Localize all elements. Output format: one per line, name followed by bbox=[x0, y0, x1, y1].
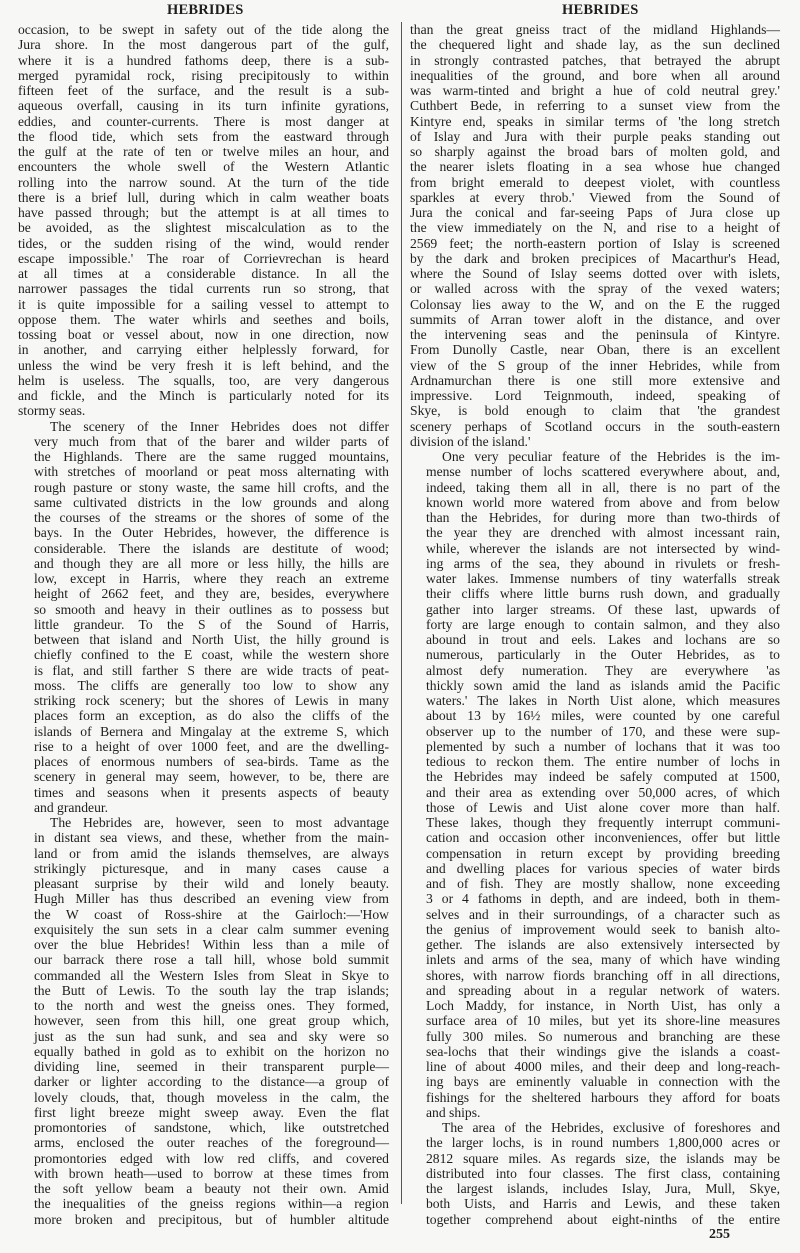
text-line: division of the island.' bbox=[410, 433, 531, 449]
text-line: both Uists, and Harris and Lewis, and these taken bbox=[426, 1196, 780, 1212]
text-line: plemented by such a number of lochans that it was too bbox=[426, 738, 780, 754]
text-line: oppose them. The water whirls and seethes and boils, bbox=[18, 311, 389, 327]
text-line: gether. The islands are also extensively intersected by bbox=[426, 937, 780, 952]
text-line: dividing line, seemed in their transparent purple— bbox=[34, 1059, 389, 1074]
text-line: the view immediately on the N, and rise to a height of bbox=[410, 220, 780, 236]
text-line: The area of the Hebrides, exclusive of foreshores and bbox=[442, 1120, 780, 1135]
paragraph bbox=[18, 815, 389, 1227]
text-line: darker or lighter according to the distance—a group of bbox=[34, 1074, 389, 1090]
text-line: in another, and carrying either helplessly forward, for bbox=[18, 342, 389, 358]
text-line: the chequered light and shade lay, as the sun declined bbox=[410, 37, 780, 53]
text-line: striking rock scenery; but the shores of Lewis in many bbox=[34, 693, 389, 708]
text-line: while, wherever the islands are not intersected by wind- bbox=[426, 540, 780, 556]
text-line: the courses of the streams or the shores of some of the bbox=[34, 510, 389, 525]
text-line: the largest islands, includes Islay, Jura, Mull, Skye, bbox=[426, 1181, 780, 1196]
left-column bbox=[18, 22, 389, 1227]
column-divider bbox=[401, 22, 402, 1204]
text-line: forty are large enough to contain salmon, and they also bbox=[426, 616, 780, 632]
text-line: merged pyramidal rock, rising precipitously to within bbox=[18, 67, 389, 83]
text-line: lovely clouds, that, though moveless in the calm, the bbox=[34, 1089, 389, 1105]
text-line: height of 2662 feet, and they are, besides, everywhere bbox=[34, 586, 389, 602]
text-line: impressive. Lord Teignmouth, indeed, speaking of bbox=[410, 388, 780, 403]
running-header-right: HEBRIDES bbox=[562, 2, 639, 18]
text-line: and grandeur. bbox=[34, 799, 109, 815]
text-line: surface area of 10 miles, but yet its shore-line measures bbox=[426, 1013, 780, 1029]
text-line: the Hebrides may indeed be safely computed at 1500, bbox=[426, 769, 780, 785]
text-line: unless the wind be very fresh it is left behind, and the bbox=[18, 357, 389, 373]
text-line: from bright emerald to deepest violet, with countless bbox=[410, 174, 780, 190]
text-line: the Butt of Lewis. To the south lay the trap islands; bbox=[34, 982, 389, 998]
text-line: numerous, particularly in the Outer Hebrides, as to bbox=[426, 647, 780, 663]
text-line: Jura shore. In the most dangerous part of the gulf, bbox=[18, 37, 389, 53]
paragraph bbox=[410, 22, 780, 449]
text-line: at all times at a considerable distance. In all the bbox=[18, 266, 389, 281]
text-line: sparkles at every throb.' Viewed from the Sound of bbox=[410, 189, 780, 205]
text-line: or walled across with the spray of the vexed waters; bbox=[410, 281, 780, 297]
text-line: together comprehend about eight-ninths of the entire bbox=[426, 1211, 780, 1227]
text-line: known world more watered from above and from below bbox=[426, 494, 780, 510]
text-line: in distant sea views, and these, whether from the main- bbox=[34, 830, 389, 846]
text-line: water lakes. Immense numbers of tiny waterfalls streak bbox=[426, 571, 780, 586]
text-line: abound in trout and eels. Lakes and lochans are so bbox=[426, 632, 780, 647]
text-line: with brown heath—used to borrow at these times from bbox=[34, 1165, 389, 1181]
text-line: the Highlands. There are the same rugged mountains, bbox=[34, 449, 389, 464]
text-line: by the dark and broken precipices of Macarthur's Head, bbox=[410, 250, 780, 266]
text-line: land or from amid the islands themselves, are always bbox=[34, 845, 389, 861]
text-line: These lakes, though they frequently interrupt communi- bbox=[426, 815, 780, 830]
paragraph bbox=[410, 1120, 780, 1227]
text-line: where the Sound of Islay seems dotted over with islets, bbox=[410, 266, 780, 281]
text-line: and of fish. They are mostly shallow, none exceeding bbox=[426, 876, 780, 891]
text-line: our barrack there rose a tall hill, whose bold summit bbox=[34, 952, 389, 968]
text-line: occasion, to be swept in safety out of the tide along the bbox=[18, 22, 389, 37]
text-line: the soft yellow beam a beauty not their own. Amid bbox=[34, 1181, 389, 1196]
text-line: places form an exception, as do also the cliffs of the bbox=[34, 708, 389, 724]
text-line: tides, or the sudden rising of the wind, would render bbox=[18, 235, 389, 251]
text-line: and their area as extending over 50,000 acres, of which bbox=[426, 784, 780, 800]
paragraph bbox=[18, 419, 389, 816]
text-line: between that island and North Uist, the hilly ground is bbox=[34, 632, 389, 647]
text-line: promontories edged with low red cliffs, and covered bbox=[34, 1150, 389, 1166]
right-column bbox=[410, 22, 780, 1227]
text-line: and spreading about in a regular network of waters. bbox=[426, 982, 780, 998]
text-line: and fickle, and the Minch is particularly noted for its bbox=[18, 388, 389, 403]
text-line: islands of Bernera and Mingalay at the extreme S, which bbox=[34, 723, 389, 739]
text-line: 2569 feet; the north-eastern portion of Islay is screened bbox=[410, 235, 780, 251]
text-line: very much from that of the barer and wilder parts of bbox=[34, 433, 389, 449]
text-line: view of the S group of the inner Hebrides, while from bbox=[410, 357, 780, 373]
text-line: narrower passages the tidal currents run so strong, that bbox=[18, 281, 389, 297]
text-line: than the great gneiss tract of the midland Highlands— bbox=[410, 22, 780, 37]
text-line: Skye, is bold enough to claim that 'the grandest bbox=[410, 403, 780, 419]
text-line: their cliffs where little burns rush down, and gradually bbox=[426, 586, 780, 602]
text-line: just as the sun had sunk, and sea and sky were so bbox=[34, 1028, 389, 1044]
text-line: escape impossible.' The roar of Corrievrechan is heard bbox=[18, 250, 389, 266]
text-line: times and seasons when it presents aspects of beauty bbox=[34, 784, 389, 800]
text-line: the flood tide, which sets from the eastward through bbox=[18, 128, 389, 144]
text-line: fishings for the sheltered harbours they afford for boats bbox=[426, 1089, 780, 1105]
paragraph bbox=[410, 449, 780, 1120]
text-line: summits of Arran tower aloft in the distance, and over bbox=[410, 311, 780, 327]
text-line: little grandeur. To the S of the Sound of Harris, bbox=[34, 616, 389, 632]
page-number: 255 bbox=[709, 1227, 730, 1242]
text-line: fifteen feet of the surface, and the result is a sub- bbox=[18, 83, 389, 98]
text-line: bays. In the Outer Hebrides, however, the difference is bbox=[34, 525, 389, 541]
text-line: Loch Maddy, for instance, in North Uist, has only a bbox=[426, 998, 780, 1013]
text-line: 2812 square miles. As regards size, the islands may be bbox=[426, 1150, 780, 1166]
text-line: rough pasture or stony waste, the same hill crofts, and the bbox=[34, 479, 389, 495]
text-line: ing bays are eminently valuable in connection with the bbox=[426, 1074, 780, 1090]
text-line: mense number of lochs scattered everywhere about, and, bbox=[426, 464, 780, 480]
text-line: more broken and precipitous, but of humbler altitude bbox=[34, 1211, 389, 1227]
text-line: fully 300 miles. So numerous and branching are these bbox=[426, 1028, 780, 1044]
text-line: is flat, and still farther S there are wide tracts of peat- bbox=[34, 662, 389, 678]
text-line: commanded all the Western Isles from Sleat in Skye to bbox=[34, 967, 389, 983]
text-line: over the blue Hebrides! Within less than a mile of bbox=[34, 937, 389, 952]
text-line: considerable. There the islands are destitute of wood; bbox=[34, 540, 389, 556]
text-line: compensation in return except by providing breeding bbox=[426, 845, 780, 861]
text-line: pleasant surprise by their wild and lonely beauty. bbox=[34, 876, 389, 891]
text-line: Cuthbert Bede, in referring to a sunset view from the bbox=[410, 98, 780, 114]
text-line: indeed, taking them all in all, there is no part of the bbox=[426, 479, 780, 495]
text-line: and dwelling places for various species of water birds bbox=[426, 860, 780, 876]
text-line: was warm-tinted and bright a hue of cold neutral grey.' bbox=[410, 83, 780, 98]
text-line: those of Lewis and Uist alone cover more than half. bbox=[426, 799, 780, 815]
text-line: scenery in general may seem, however, to be, there are bbox=[34, 769, 389, 785]
text-line: it is quite impossible for a sailing vessel to attempt to bbox=[18, 296, 389, 312]
text-line: arms, enclosed the outer reaches of the foreground— bbox=[34, 1135, 389, 1151]
text-line: Colonsay lies away to the W, and on the E the rugged bbox=[410, 296, 780, 312]
text-line: waters.' The lakes in North Uist alone, which measures bbox=[426, 693, 780, 708]
text-line: there is a brief lull, during which in calm weather boats bbox=[18, 189, 389, 205]
text-line: almost defy numeration. They are everywhere 'as bbox=[426, 662, 780, 678]
text-line: selves and in their surroundings, of a character such as bbox=[426, 906, 780, 922]
text-line: equally bathed in gold as to exhibit on the horizon no bbox=[34, 1043, 389, 1059]
text-line: eddies, and counter-currents. There is most danger at bbox=[18, 113, 389, 129]
paragraph bbox=[18, 22, 389, 419]
text-line: Jura the conical and far-seeing Paps of Jura close up bbox=[410, 205, 780, 220]
text-line: One very peculiar feature of the Hebrides is the im- bbox=[442, 449, 780, 464]
text-line: however, seen from this hill, one great group which, bbox=[34, 1013, 389, 1029]
text-line: cation and occasion other inconveniences, offer but little bbox=[426, 830, 780, 846]
text-line: promontories of sandstone, which, like outstretched bbox=[34, 1120, 389, 1135]
text-line: rolling into the narrow sound. At the turn of the tide bbox=[18, 174, 389, 190]
text-line: The Hebrides are, however, seen to most advantage bbox=[50, 815, 389, 830]
text-line: so smooth and heavy in their outlines as to possess but bbox=[34, 601, 389, 617]
text-line: inlets and arms of the sea, many of which have winding bbox=[426, 952, 780, 968]
text-line: the larger lochs, is in round numbers 1,800,000 acres or bbox=[426, 1135, 780, 1151]
text-line: the gulf at the rate of ten or twelve miles an hour, and bbox=[18, 144, 389, 159]
text-line: same cultivated districts in the low grounds and along bbox=[34, 494, 389, 510]
text-line: and though they are all more or less hilly, the hills are bbox=[34, 555, 389, 571]
text-line: to the north and west the gneiss ones. They formed, bbox=[34, 998, 389, 1013]
text-line: low, except in Harris, where they reach an extreme bbox=[34, 571, 389, 586]
text-line: the nearer islets floating in a sea whose hue changed bbox=[410, 159, 780, 175]
text-line: distributed into four classes. The first class, containing bbox=[426, 1165, 780, 1181]
text-line: inequalities of the ground, and bore when all around bbox=[410, 67, 780, 83]
text-line: line of about 4000 miles, and their deep and long-reach- bbox=[426, 1059, 780, 1074]
text-line: and ships. bbox=[426, 1104, 481, 1120]
text-line: 3 or 4 fathoms in depth, and are indeed, both in them- bbox=[426, 891, 780, 907]
text-line: be avoided, as the slightest miscalculation as to the bbox=[18, 220, 389, 236]
text-line: shores, with narrow fiords branching off in all directions, bbox=[426, 967, 780, 983]
text-line: The scenery of the Inner Hebrides does not differ bbox=[50, 418, 389, 434]
text-line: exquisitely the sun sets in a clear calm summer evening bbox=[34, 921, 389, 937]
text-line: thickly sown amid the land as islands amid the Pacific bbox=[426, 677, 780, 693]
text-line: the W coast of Ross-shire at the Gairloch:—'How bbox=[34, 906, 389, 922]
running-header-left: HEBRIDES bbox=[167, 2, 244, 18]
text-line: Hugh Miller has thus described an evening view from bbox=[34, 891, 389, 907]
text-line: helm is useless. The squalls, too, are very dangerous bbox=[18, 372, 389, 388]
text-line: rise to a height of over 1000 feet, and are the dwelling- bbox=[34, 738, 389, 754]
text-line: have passed through; but the attempt is at all times to bbox=[18, 205, 389, 220]
text-line: tossing boat or vessel about, now in one direction, now bbox=[18, 327, 389, 342]
text-line: observer up to the number of 170, and these were sup- bbox=[426, 723, 780, 739]
text-line: than the Hebrides, for during more than two-thirds of bbox=[426, 510, 780, 525]
text-line: of Islay and Jura with their purple peaks standing out bbox=[410, 128, 780, 144]
text-line: with stretches of moorland or peat moss alternating with bbox=[34, 464, 389, 480]
text-line: From Dunolly Castle, near Oban, there is an excellent bbox=[410, 342, 780, 358]
text-line: stormy seas. bbox=[18, 403, 86, 419]
text-line: encounters the whole swell of the Western Atlantic bbox=[18, 159, 389, 175]
text-line: first light breeze might sweep away. Even the flat bbox=[34, 1104, 389, 1120]
text-line: chiefly confined to the E coast, while the western shore bbox=[34, 647, 389, 663]
text-line: in strongly contrasted patches, that betrayed the abrupt bbox=[410, 52, 780, 68]
text-line: sea-lochs that their windings give the islands a coast- bbox=[426, 1043, 780, 1059]
text-line: moss. The cliffs are generally too low to show any bbox=[34, 677, 389, 693]
text-line: where it is a hundred fathoms deep, there is a sub- bbox=[18, 52, 389, 68]
text-line: aqueous overfall, causing in its turn infinite gyrations, bbox=[18, 98, 389, 114]
text-line: the intervening seas and the peninsula of Kintyre. bbox=[410, 327, 780, 342]
text-line: the genius of improvement would seek to banish alto- bbox=[426, 921, 780, 937]
text-line: Kintyre end, speaks in similar terms of 'the long stretch bbox=[410, 113, 780, 129]
text-line: ing arms of the sea, they abound in rivulets or fresh- bbox=[426, 555, 780, 571]
text-line: gather into larger streams. Of these last, upwards of bbox=[426, 601, 780, 617]
text-line: the inequalities of the gneiss regions within—a region bbox=[34, 1196, 389, 1212]
text-line: so sharply against the broad bars of molten gold, and bbox=[410, 144, 780, 159]
text-line: scenery perhaps of Scotland occurs in the south-eastern bbox=[410, 418, 780, 434]
text-line: places of enormous numbers of sea-birds. Tame as the bbox=[34, 754, 389, 769]
text-line: Ardnamurchan there is one still more extensive and bbox=[410, 372, 780, 388]
text-line: about 13 by 16½ miles, were counted by one careful bbox=[426, 708, 780, 724]
text-line: tedious to reckon them. The entire number of lochs in bbox=[426, 754, 780, 769]
text-line: the year they are drenched with almost incessant rain, bbox=[426, 525, 780, 541]
text-line: strikingly picturesque, and in many cases cause a bbox=[34, 860, 389, 876]
